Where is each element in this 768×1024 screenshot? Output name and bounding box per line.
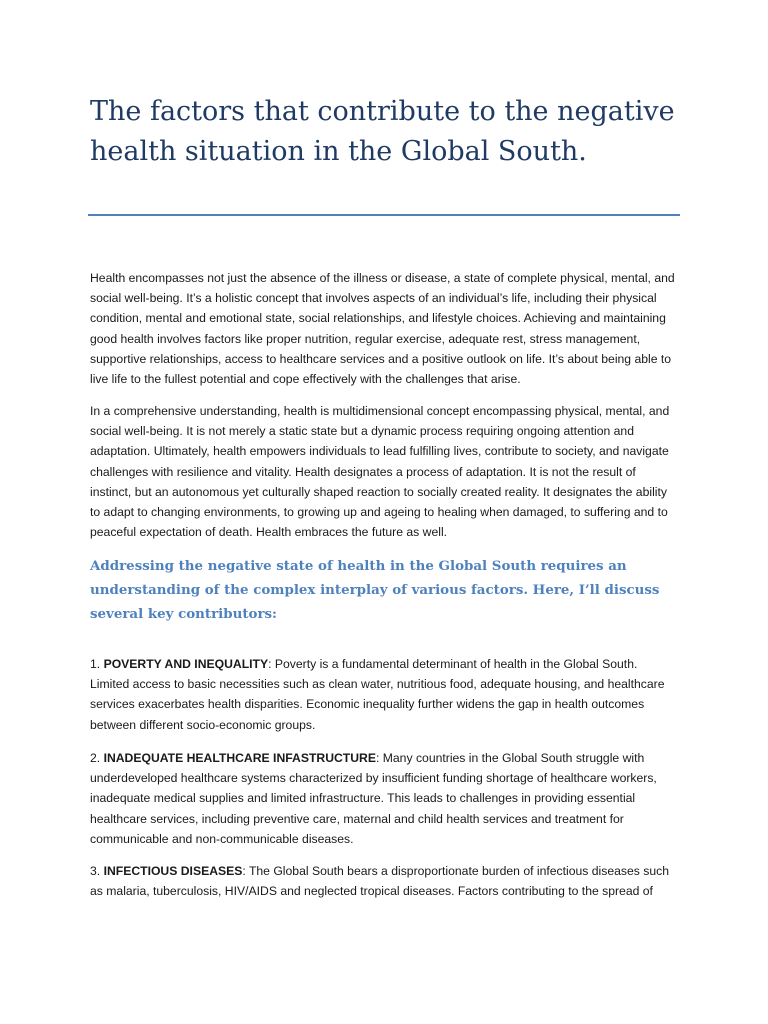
title-underline <box>88 214 680 216</box>
list-item <box>90 861 676 901</box>
list-item <box>90 654 676 735</box>
list-item-label: INFECTIOUS DISEASES <box>103 864 243 878</box>
list-item-text: : Many countries in the Global South struggle with underdeveloped healthcare systems characterized by insufficient funding shortage of healthcare workers, inadequate medical supplies and limited infrastructure. This leads to challenges in providing essential healthcare services, including preventive care, maternal and child health services and treatment for communicable and non-communicable diseases. <box>90 751 657 846</box>
list-item-text: : The Global South bears a disproportionate burden of infectious diseases such as malaria, tuberculosis, HIV/AIDS and neglected tropical diseases. Factors contributing to the spread of <box>90 864 669 899</box>
list-item-number: 1. <box>90 657 101 671</box>
list-item-number: 2. <box>90 751 101 765</box>
list-item-label: POVERTY AND INEQUALITY <box>103 657 269 671</box>
second-paragraph: In a comprehensive understanding, health is multidimensional concept encompassing physical, mental, and social well-being. It is not merely a static state but a dynamic process requiring ongoing attention and adaptation. Ultimately, health empowers individuals to lead fulfilling lives, contribute to society, and navigate challenges with resilience and vitality. Health designates a process of adaptation. It is not the result of instinct, but an autonomous yet culturally shaped reaction to socially created reality. It designates the ability to adapt to changing environments, to growing up and ageing to healing when damaged, to suffering and to peaceful expectation of death. Health embraces the future as well. <box>90 404 670 540</box>
list-item-label: INADEQUATE HEALTHCARE INFASTRUCTURE <box>103 751 376 765</box>
list-item <box>90 748 676 849</box>
intro-paragraph: Health encompasses not just the absence of the illness or disease, a state of complete physical, mental, and social well-being. It’s a holistic concept that involves aspects of an individual’s life, including their physical condition, mental and emotional state, social relationships, and lifestyle choices. Achieving and maintaining good health involves factors like proper nutrition, regular exercise, adequate rest, stress management, supportive relationships, access to healthcare services and a positive outlook on life. It’s about being able to live life to the fullest potential and cope effectively with the challenges that arise. <box>90 271 675 387</box>
section-subheading: Addressing the negative state of health in the Global South requires an understanding of the complex interplay of various factors. Here, I’ll discuss several key contributors: <box>90 558 660 622</box>
document-title: The factors that contribute to the negative health situation in the Global South. <box>90 96 675 167</box>
list-item-text: : Poverty is a fundamental determinant of health in the Global South. Limited access to basic necessities such as clean water, nutritious food, adequate housing, and healthcare services exacerbates health disparities. Economic inequality further widens the gap in health outcomes between different socio-economic groups. <box>90 657 665 732</box>
list-item-number: 3. <box>90 864 101 878</box>
